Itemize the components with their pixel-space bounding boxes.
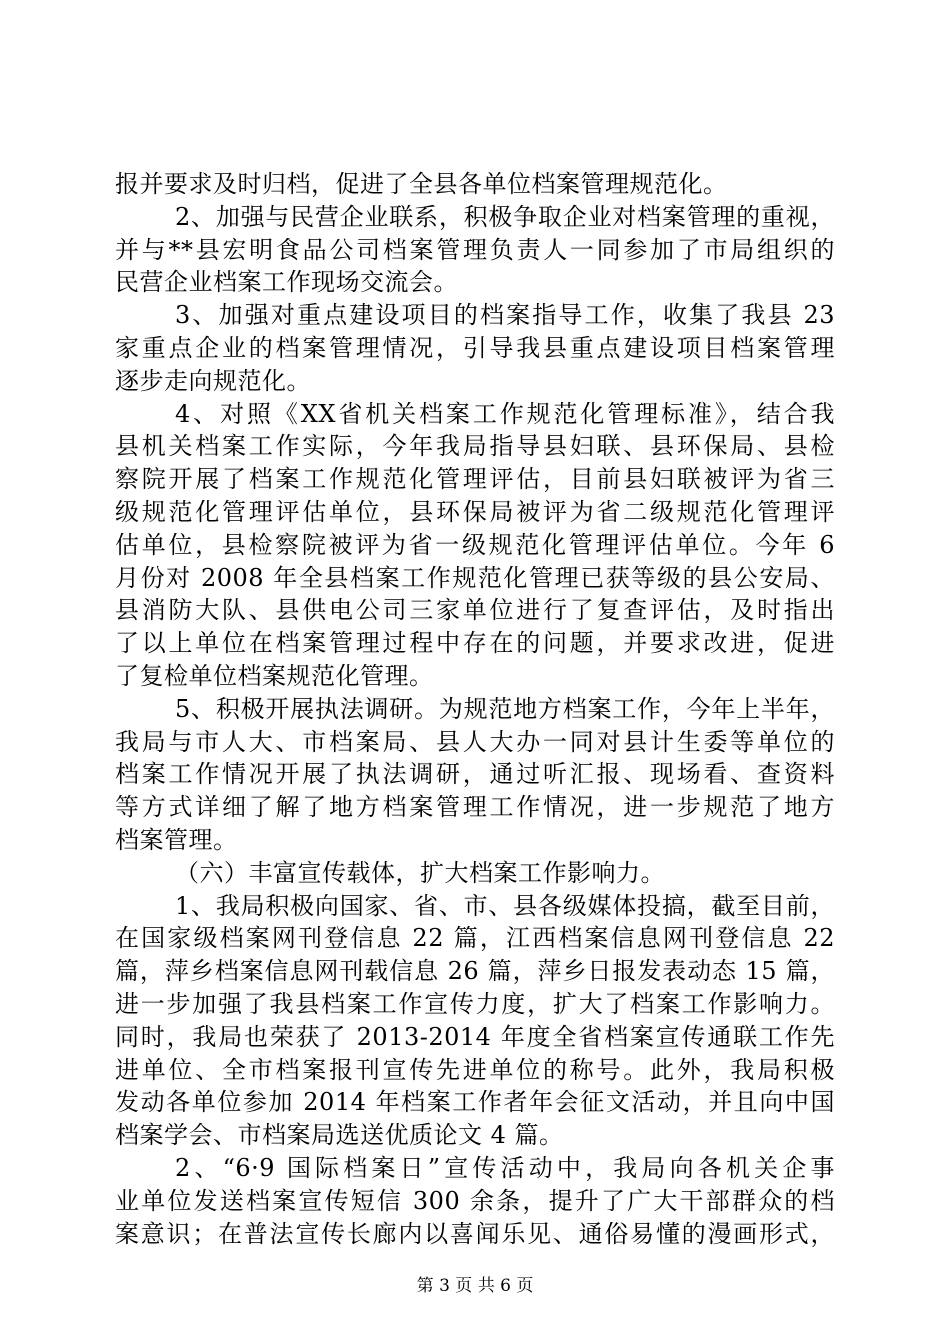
paragraph-line: 估单位，县检察院被评为省一级规范化管理评估单位。今年 6 [115,530,835,559]
paragraph-line: 4、对照《XX省机关档案工作规范化管理标准》，结合我 [175,399,835,428]
paragraph-line: 报并要求及时归档，促进了全县各单位档案管理规范化。 [115,170,728,198]
paragraph-line: 并与**县宏明食品公司档案管理负责人一同参加了市局组织的 [115,235,835,264]
paragraph-line: 篇，萍乡档案信息网刊载信息 26 篇，萍乡日报发表动态 15 篇， [115,957,835,986]
paragraph-line: 进单位、全市档案报刊宣传先进单位的称号。此外，我局积极 [115,1055,835,1084]
paragraph-line: 业单位发送档案宣传短信 300 余条，提升了广大干部群众的档 [115,1186,835,1215]
paragraph-line: 在国家级档案网刊登信息 22 篇，江西档案信息网刊登信息 22 [115,924,835,953]
paragraph-line: 同时，我局也荣获了 2013-2014 年度全省档案宣传通联工作先 [115,1022,835,1051]
paragraph-line: 档案学会、市档案局选送优质论文 4 篇。 [115,1121,564,1150]
paragraph-line: 等方式详细了解了地方档案管理工作情况，进一步规范了地方 [115,793,835,822]
paragraph-line: 逐步走向规范化。 [115,366,311,395]
paragraph [115,1152,835,1250]
paragraph [115,168,835,201]
paragraph-line: 察院开展了档案工作规范化管理评估，目前县妇联被评为省三 [115,465,835,494]
paragraph [115,857,835,890]
paragraph-line: 我局与市人大、市档案局、县人大办一同对县计生委等单位的 [115,727,835,756]
paragraph-line: 县消防大队、县供电公司三家单位进行了复查评估，及时指出 [115,596,835,625]
paragraph-line: 月份对 2008 年全县档案工作规范化管理已获等级的县公安局、 [115,563,835,592]
paragraph-line: 档案工作情况开展了执法调研，通过听汇报、现场看、查资料 [115,760,835,789]
paragraph-line: 5、积极开展执法调研。为规范地方档案工作，今年上半年， [175,694,835,723]
paragraph-line: 了以上单位在档案管理过程中存在的问题，并要求改进，促进 [115,629,835,658]
page-number-footer: 第 3 页 共 6 页 [416,1276,534,1296]
paragraph-line: 了复检单位档案规范化管理。 [115,661,434,690]
paragraph [115,398,835,693]
paragraph-line: 档案管理。 [115,825,238,854]
paragraph-line: 家重点企业的档案管理情况，引导我县重点建设项目档案管理 [115,333,835,362]
paragraph-line: 进一步加强了我县档案工作宣传力度，扩大了档案工作影响力。 [115,989,835,1018]
paragraph-line: 案意识；在普法宣传长廊内以喜闻乐见、通俗易懂的漫画形式， [115,1219,835,1248]
paragraph [115,201,835,299]
paragraph-line: （六）丰富宣传载体，扩大档案工作影响力。 [175,858,665,887]
paragraph-line: 县机关档案工作实际，今年我局指导县妇联、县环保局、县检 [115,432,835,461]
paragraph-line: 3、加强对重点建设项目的档案指导工作，收集了我县 23 [175,301,835,330]
paragraph [115,890,835,1152]
paragraph-line: 2、加强与民营企业联系，积极争取企业对档案管理的重视， [175,202,835,231]
paragraph-line: 2、“6·9 国际档案日”宣传活动中，我局向各机关企事 [175,1153,835,1182]
document-body [115,168,835,1250]
paragraph-line: 民营企业档案工作现场交流会。 [115,268,458,297]
paragraph [115,693,835,857]
paragraph [115,299,835,397]
paragraph-line: 1、我局积极向国家、省、市、县各级媒体投搞，截至目前， [175,891,835,920]
paragraph-line: 级规范化管理评估单位，县环保局被评为省二级规范化管理评 [115,497,835,526]
paragraph-line: 发动各单位参加 2014 年档案工作者年会征文活动，并且向中国 [115,1088,835,1117]
